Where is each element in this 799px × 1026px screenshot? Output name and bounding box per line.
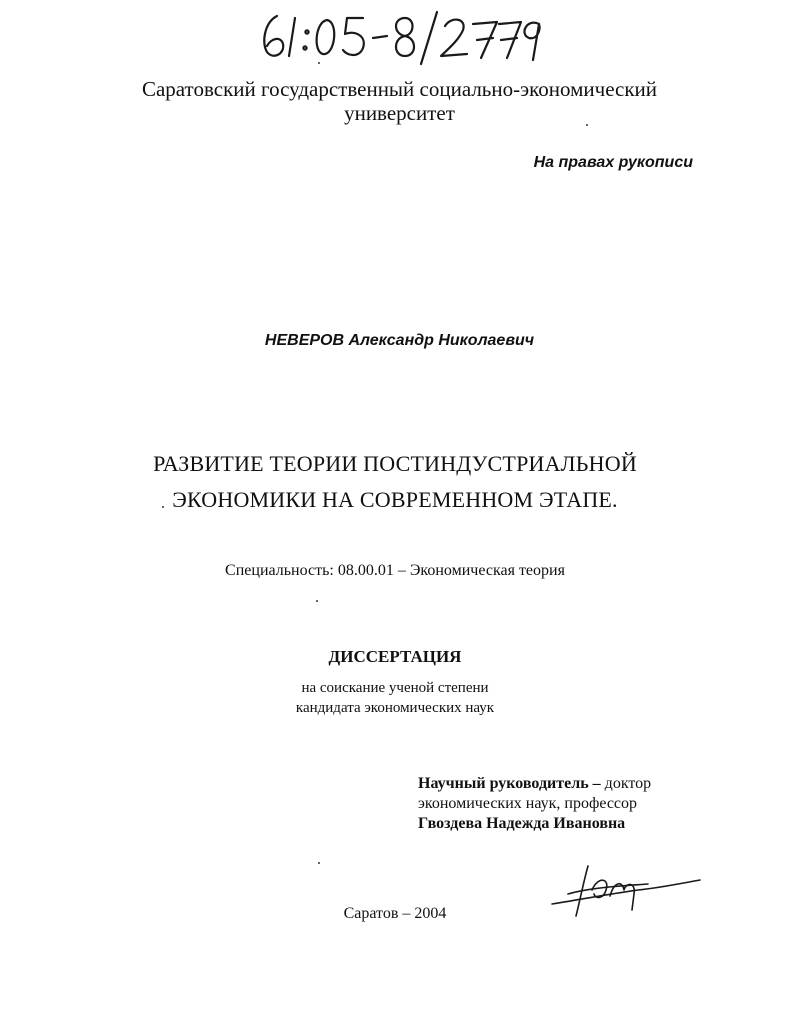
supervisor-degree-1: доктор xyxy=(604,775,652,792)
supervisor-dash: – xyxy=(588,775,605,792)
handwritten-code-drawing xyxy=(255,8,545,68)
title-line-1: РАЗВИТИЕ ТЕОРИИ ПОСТИНДУСТРИАЛЬНОЙ xyxy=(153,451,637,476)
purpose-line-2: кандидата экономических наук xyxy=(295,700,495,716)
scan-speck xyxy=(318,862,320,864)
dissertation-heading: ДИССЕРТАЦИЯ xyxy=(328,647,462,666)
dissertation-purpose xyxy=(0,678,790,718)
scan-speck xyxy=(318,62,320,64)
specialty-line: Специальность: 08.00.01 – Экономическая теория xyxy=(225,562,565,579)
scan-speck xyxy=(316,600,318,602)
purpose-line-1: на соискание ученой степени xyxy=(301,680,489,696)
supervisor-line-1 xyxy=(418,774,718,794)
scan-speck xyxy=(162,506,164,508)
author-name: НЕВЕРОВ Александр Николаевич xyxy=(264,332,535,349)
city-year: Саратов – 2004 xyxy=(343,905,447,922)
university-line-2: университет xyxy=(344,101,455,125)
handwritten-archive-code xyxy=(255,8,545,68)
university-name xyxy=(0,77,799,125)
supervisor-label: Научный руководитель xyxy=(418,775,589,792)
supervisor-block xyxy=(418,774,718,834)
supervisor-degree-2: экономических наук, профессор xyxy=(418,795,638,812)
university-line-1: Саратовский государственный социально-экономический xyxy=(141,77,658,101)
dissertation-title xyxy=(0,446,790,518)
supervisor-name: Гвоздева Надежда Ивановна xyxy=(418,815,626,832)
scan-speck xyxy=(586,124,588,126)
title-line-2: ЭКОНОМИКИ НА СОВРЕМЕННОМ ЭТАПЕ. xyxy=(172,487,618,512)
manuscript-note: На правах рукописи xyxy=(533,154,693,171)
